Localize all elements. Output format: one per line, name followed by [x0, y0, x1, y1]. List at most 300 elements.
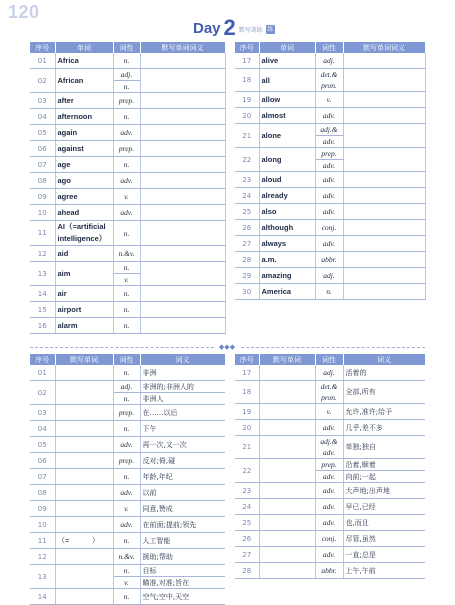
- meaning-blank: [140, 189, 225, 205]
- meaning-blank: [343, 268, 425, 284]
- pos-cell: v.: [315, 404, 343, 420]
- pos-cell: adv.: [113, 205, 140, 221]
- pos-cell: adv.: [315, 499, 343, 515]
- meaning-cell: 全部,所有: [343, 381, 425, 404]
- pos-cell: n.: [315, 284, 343, 300]
- row-number: 26: [235, 220, 259, 236]
- pos-cell: adv.: [113, 485, 140, 501]
- word-cell: ahead: [55, 205, 113, 221]
- meaning-blank: [343, 172, 425, 188]
- dictation-row: [235, 459, 425, 471]
- row-number: 16: [30, 318, 55, 334]
- pos-cell: prep.: [113, 141, 140, 157]
- pos-cell: adv.: [315, 172, 343, 188]
- word-cell: amazing: [259, 268, 315, 284]
- vocab-row: [30, 262, 225, 274]
- dictation-row: [235, 531, 425, 547]
- row-number: 08: [30, 485, 55, 501]
- column-header: 默写单词词义: [140, 42, 225, 53]
- pos-cell: n.: [113, 221, 140, 246]
- column-header: 单词: [55, 42, 113, 53]
- dictation-row: [30, 381, 225, 393]
- meaning-cell: 瞄准,对准;旨在: [140, 577, 225, 589]
- row-number: 09: [30, 189, 55, 205]
- column-header: 序号: [30, 42, 55, 53]
- row-number: 30: [235, 284, 259, 300]
- word-blank: [259, 381, 315, 404]
- pos-cell: prep.: [113, 405, 140, 421]
- column-header: 词性: [315, 42, 343, 53]
- section-divider: ◆◆◆: [30, 343, 425, 352]
- row-number: 25: [235, 204, 259, 220]
- row-number: 08: [30, 173, 55, 189]
- pos-cell: n.: [113, 421, 140, 437]
- vocab-row: [30, 173, 225, 189]
- pos-cell: v.: [113, 577, 140, 589]
- dictation-row: [30, 549, 225, 565]
- word-cell: aid: [55, 246, 113, 262]
- day-title: [193, 15, 275, 40]
- vocab-row: [235, 172, 425, 188]
- pos-cell: n.&v.: [113, 246, 140, 262]
- meaning-cell: 再一次,又一次: [140, 437, 225, 453]
- pos-cell: adv.: [315, 420, 343, 436]
- row-number: 29: [235, 268, 259, 284]
- pos-cell: n.: [113, 318, 140, 334]
- row-number: 01: [30, 53, 55, 69]
- day-badge: 练: [267, 26, 274, 33]
- pos-cell: n.: [113, 565, 140, 577]
- pos-cell: det.& pron.: [315, 381, 343, 404]
- dictation-table-bottom-left: [30, 354, 226, 605]
- word-blank: [259, 459, 315, 483]
- meaning-blank: [140, 141, 225, 157]
- dictation-row: [235, 563, 425, 579]
- pos-cell: adj.& adv.: [315, 436, 343, 459]
- pos-cell: adv.: [315, 515, 343, 531]
- meaning-cell: 下午: [140, 421, 225, 437]
- pos-cell: v.: [113, 189, 140, 205]
- row-number: 13: [30, 262, 55, 286]
- pos-cell: det.& pron.: [315, 69, 343, 92]
- dictation-row: [30, 453, 225, 469]
- meaning-cell: 大声地;出声地: [343, 483, 425, 499]
- word-cell: ago: [55, 173, 113, 189]
- meaning-blank: [343, 284, 425, 300]
- pos-cell: n.: [113, 157, 140, 173]
- pos-cell: adv.: [315, 547, 343, 563]
- word-blank: [55, 517, 113, 533]
- word-cell: already: [259, 188, 315, 204]
- row-number: 07: [30, 157, 55, 173]
- meaning-blank: [343, 204, 425, 220]
- word-blank: [259, 436, 315, 459]
- vocab-row: [30, 69, 225, 81]
- meaning-blank: [140, 262, 225, 286]
- word-blank: [55, 589, 113, 605]
- meaning-cell: 同意,赞成: [140, 501, 225, 517]
- word-blank: [55, 485, 113, 501]
- dictation-row: [30, 589, 225, 605]
- vocab-row: [235, 124, 425, 136]
- vocab-row: [30, 125, 225, 141]
- pos-cell: abbr.: [315, 563, 343, 579]
- meaning-cell: 几乎,差不多: [343, 420, 425, 436]
- meaning-blank: [140, 302, 225, 318]
- word-cell: after: [55, 93, 113, 109]
- day-number: 2: [223, 15, 236, 40]
- vocab-row: [30, 221, 225, 246]
- meaning-cell: 非洲人: [140, 393, 225, 405]
- vocab-table-top-right: [235, 42, 426, 300]
- row-number: 27: [235, 547, 259, 563]
- meaning-cell: 在前面;提前;领先: [140, 517, 225, 533]
- meaning-cell: 允许,准许;给予: [343, 404, 425, 420]
- vocab-row: [30, 189, 225, 205]
- row-number: 18: [235, 69, 259, 92]
- meaning-cell: 向前;一起: [343, 471, 425, 483]
- dictation-row: [30, 437, 225, 453]
- dictation-row: [30, 405, 225, 421]
- meaning-blank: [343, 53, 425, 69]
- row-number: 28: [235, 252, 259, 268]
- pos-cell: conj.: [315, 531, 343, 547]
- pos-cell: abbr.: [315, 252, 343, 268]
- column-header: 单词: [259, 42, 315, 53]
- dictation-row: [30, 501, 225, 517]
- row-number: 05: [30, 125, 55, 141]
- row-number: 11: [30, 533, 55, 549]
- meaning-cell: 尽管,虽然: [343, 531, 425, 547]
- column-header: 默写单词: [55, 354, 113, 365]
- meaning-blank: [140, 125, 225, 141]
- word-cell: America: [259, 284, 315, 300]
- pos-cell: prep.: [113, 453, 140, 469]
- dictation-row: [30, 533, 225, 549]
- word-blank: [259, 499, 315, 515]
- word-blank: [259, 531, 315, 547]
- word-blank: [55, 381, 113, 405]
- row-number: 19: [235, 404, 259, 420]
- pos-cell: n.: [113, 393, 140, 405]
- row-number: 15: [30, 302, 55, 318]
- word-cell: age: [55, 157, 113, 173]
- row-number: 14: [30, 589, 55, 605]
- vocab-row: [30, 286, 225, 302]
- row-number: 12: [30, 549, 55, 565]
- row-number: 23: [235, 172, 259, 188]
- meaning-cell: 以前: [140, 485, 225, 501]
- meaning-cell: 反对;倚,碰: [140, 453, 225, 469]
- row-number: 22: [235, 459, 259, 483]
- word-blank: [259, 365, 315, 381]
- column-header: 词性: [113, 354, 140, 365]
- vocab-row: [235, 53, 425, 69]
- meaning-blank: [343, 220, 425, 236]
- pos-cell: prep.: [315, 459, 343, 471]
- dictation-row: [235, 420, 425, 436]
- pos-cell: adv.: [113, 517, 140, 533]
- word-blank: [259, 420, 315, 436]
- pos-cell: adv.: [315, 188, 343, 204]
- word-cell: air: [55, 286, 113, 302]
- row-number: 01: [30, 365, 55, 381]
- row-number: 25: [235, 515, 259, 531]
- pos-cell: v.: [113, 274, 140, 286]
- word-cell: airport: [55, 302, 113, 318]
- dictation-row: [235, 436, 425, 459]
- word-cell: alone: [259, 124, 315, 148]
- meaning-blank: [343, 148, 425, 172]
- word-cell: African: [55, 69, 113, 93]
- day-word: Day: [193, 20, 221, 37]
- meaning-blank: [343, 124, 425, 148]
- column-header: 词义: [343, 354, 425, 365]
- word-blank: [55, 405, 113, 421]
- word-cell: again: [55, 125, 113, 141]
- row-number: 14: [30, 286, 55, 302]
- column-header: 序号: [30, 354, 55, 365]
- pos-cell: conj.: [315, 220, 343, 236]
- vocab-row: [235, 220, 425, 236]
- meaning-blank: [343, 188, 425, 204]
- vocab-row: [30, 205, 225, 221]
- column-header: 词性: [315, 354, 343, 365]
- pos-cell: n.&v.: [113, 549, 140, 565]
- pos-cell: adv.: [315, 108, 343, 124]
- meaning-blank: [140, 93, 225, 109]
- column-header: 默写单词: [259, 354, 315, 365]
- dictation-row: [235, 483, 425, 499]
- dictation-row: [30, 517, 225, 533]
- dictation-table-bottom-right: [235, 354, 426, 579]
- row-number: 20: [235, 420, 259, 436]
- row-number: 23: [235, 483, 259, 499]
- column-header: 词义: [140, 354, 225, 365]
- word-cell: almost: [259, 108, 315, 124]
- word-blank: [55, 501, 113, 517]
- word-cell: alarm: [55, 318, 113, 334]
- vocab-row: [235, 236, 425, 252]
- pos-cell: prep.: [113, 93, 140, 109]
- row-number: 02: [30, 69, 55, 93]
- row-number: 22: [235, 148, 259, 172]
- word-blank: [55, 549, 113, 565]
- vocab-row: [235, 148, 425, 160]
- meaning-cell: 非洲: [140, 365, 225, 381]
- word-cell: afternoon: [55, 109, 113, 125]
- meaning-cell: 在……以后: [140, 405, 225, 421]
- vocab-row: [235, 108, 425, 124]
- dictation-row: [30, 421, 225, 437]
- pos-cell: adv.: [315, 483, 343, 499]
- row-number: 10: [30, 205, 55, 221]
- meaning-blank: [140, 221, 225, 246]
- row-number: 17: [235, 53, 259, 69]
- meaning-blank: [140, 246, 225, 262]
- vocab-row: [30, 141, 225, 157]
- row-number: 17: [235, 365, 259, 381]
- word-cell: allow: [259, 92, 315, 108]
- vocab-row: [30, 109, 225, 125]
- word-cell: agree: [55, 189, 113, 205]
- dictation-row: [235, 547, 425, 563]
- word-cell: always: [259, 236, 315, 252]
- column-header: 默写单词词义: [343, 42, 425, 53]
- pos-cell: n.: [113, 262, 140, 274]
- row-number: 07: [30, 469, 55, 485]
- meaning-cell: 单独;独自: [343, 436, 425, 459]
- pos-cell: adj.: [113, 69, 140, 81]
- pos-cell: adv.: [315, 136, 343, 148]
- vocab-row: [30, 246, 225, 262]
- word-cell: AI（=artificial intelligence）: [55, 221, 113, 246]
- word-blank: [55, 421, 113, 437]
- pos-cell: adj.&: [315, 124, 343, 136]
- word-blank: [55, 365, 113, 381]
- meaning-cell: 空气;空中,天空: [140, 589, 225, 605]
- pos-cell: adv.: [315, 160, 343, 172]
- row-number: 21: [235, 436, 259, 459]
- row-number: 12: [30, 246, 55, 262]
- row-number: 20: [235, 108, 259, 124]
- row-number: 21: [235, 124, 259, 148]
- word-blank: [259, 547, 315, 563]
- vocab-row: [235, 69, 425, 92]
- vocab-row: [235, 268, 425, 284]
- word-cell: along: [259, 148, 315, 172]
- row-number: 06: [30, 453, 55, 469]
- pos-cell: adv.: [315, 236, 343, 252]
- row-number: 03: [30, 405, 55, 421]
- row-number: 19: [235, 92, 259, 108]
- pos-cell: n.: [113, 81, 140, 93]
- pos-cell: adv.: [113, 125, 140, 141]
- dictation-row: [235, 499, 425, 515]
- meaning-blank: [140, 205, 225, 221]
- row-number: 26: [235, 531, 259, 547]
- dictation-row: [30, 365, 225, 381]
- vocab-row: [235, 204, 425, 220]
- word-cell: against: [55, 141, 113, 157]
- word-blank: [55, 565, 113, 589]
- row-number: 10: [30, 517, 55, 533]
- row-number: 24: [235, 188, 259, 204]
- vocab-row: [235, 92, 425, 108]
- meaning-blank: [140, 157, 225, 173]
- dictation-row: [30, 469, 225, 485]
- meaning-cell: 上午,午前: [343, 563, 425, 579]
- meaning-blank: [140, 286, 225, 302]
- word-blank: [55, 437, 113, 453]
- meaning-blank: [343, 92, 425, 108]
- meaning-cell: 也,而且: [343, 515, 425, 531]
- day-tag: 默写训练: [238, 27, 263, 34]
- dictation-row: [235, 404, 425, 420]
- vocab-row: [235, 284, 425, 300]
- pos-cell: adv.: [315, 204, 343, 220]
- pos-cell: adj.: [315, 53, 343, 69]
- row-number: 27: [235, 236, 259, 252]
- pos-cell: n.: [113, 469, 140, 485]
- meaning-cell: 人工智能: [140, 533, 225, 549]
- pos-cell: n.: [113, 286, 140, 302]
- pos-cell: v.: [315, 92, 343, 108]
- vocab-row: [30, 157, 225, 173]
- meaning-cell: 年龄,年纪: [140, 469, 225, 485]
- word-cell: aloud: [259, 172, 315, 188]
- pos-cell: n.: [113, 533, 140, 549]
- row-number: 02: [30, 381, 55, 405]
- meaning-blank: [140, 173, 225, 189]
- vocab-table-top-left: [30, 42, 226, 334]
- word-blank: （= ）: [55, 533, 113, 549]
- pos-cell: adv.: [315, 471, 343, 483]
- row-number: 04: [30, 109, 55, 125]
- vocab-row: [235, 188, 425, 204]
- row-number: 18: [235, 381, 259, 404]
- pos-cell: adj.: [315, 268, 343, 284]
- column-header: 词性: [113, 42, 140, 53]
- meaning-cell: 非洲的;非洲人的: [140, 381, 225, 393]
- word-cell: alive: [259, 53, 315, 69]
- meaning-cell: 一直;总是: [343, 547, 425, 563]
- meaning-cell: 援助;帮助: [140, 549, 225, 565]
- meaning-blank: [343, 236, 425, 252]
- meaning-cell: 活着的: [343, 365, 425, 381]
- row-number: 04: [30, 421, 55, 437]
- dictation-row: [235, 381, 425, 404]
- vocab-row: [30, 53, 225, 69]
- row-number: 06: [30, 141, 55, 157]
- meaning-blank: [140, 109, 225, 125]
- vocab-row: [30, 93, 225, 109]
- pos-cell: adv.: [113, 173, 140, 189]
- pos-cell: n.: [113, 365, 140, 381]
- meaning-blank: [140, 318, 225, 334]
- page-number: 120: [8, 2, 40, 22]
- meaning-blank: [343, 69, 425, 92]
- dictation-row: [235, 515, 425, 531]
- meaning-blank: [140, 53, 225, 69]
- column-header: 序号: [235, 354, 259, 365]
- row-number: 03: [30, 93, 55, 109]
- pos-cell: adj.: [315, 365, 343, 381]
- word-cell: a.m.: [259, 252, 315, 268]
- word-cell: aim: [55, 262, 113, 286]
- meaning-cell: 早已,已经: [343, 499, 425, 515]
- word-blank: [259, 563, 315, 579]
- row-number: 28: [235, 563, 259, 579]
- word-blank: [259, 515, 315, 531]
- word-cell: although: [259, 220, 315, 236]
- pos-cell: prep.: [315, 148, 343, 160]
- vocab-row: [235, 252, 425, 268]
- word-cell: Africa: [55, 53, 113, 69]
- pos-cell: adv.: [113, 437, 140, 453]
- meaning-cell: 沿着,顺着: [343, 459, 425, 471]
- pos-cell: n.: [113, 109, 140, 125]
- row-number: 11: [30, 221, 55, 246]
- meaning-blank: [343, 252, 425, 268]
- pos-cell: n.: [113, 302, 140, 318]
- row-number: 05: [30, 437, 55, 453]
- pos-cell: adj.: [113, 381, 140, 393]
- pos-cell: n.: [113, 589, 140, 605]
- word-blank: [259, 404, 315, 420]
- row-number: 13: [30, 565, 55, 589]
- meaning-blank: [343, 108, 425, 124]
